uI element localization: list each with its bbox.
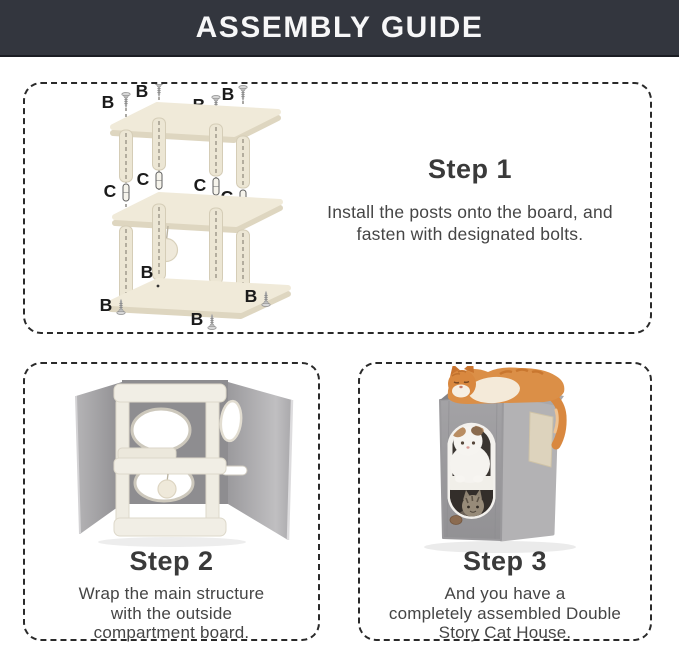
step2-text-block xyxy=(25,546,318,643)
right-wing-panel xyxy=(219,382,292,540)
step1-description xyxy=(313,201,627,245)
step1-line1: Install the posts onto the board, and xyxy=(327,202,613,222)
header-bar xyxy=(0,0,679,57)
step2-line1: Wrap the main structure xyxy=(78,584,265,603)
page-title: ASSEMBLY GUIDE xyxy=(195,10,484,44)
step3-description xyxy=(360,584,650,643)
bolt-label-b: B xyxy=(244,286,258,306)
step3-line3: Story Cat House. xyxy=(438,623,572,642)
bolt-label-c: C xyxy=(136,169,150,189)
bolt-label-c: C xyxy=(103,181,117,201)
step2-illustration xyxy=(60,372,305,550)
scratch-pad xyxy=(529,412,553,467)
step2-description xyxy=(25,584,318,643)
connector-c-icon xyxy=(156,172,162,189)
bolt-label-b: B xyxy=(190,309,204,329)
connector-c-icon xyxy=(213,178,219,195)
bolt-label-b: B xyxy=(99,295,113,315)
logo-tag xyxy=(450,516,462,525)
step1-exploded-diagram xyxy=(80,84,310,332)
top-story-oval-hole xyxy=(132,409,190,451)
step2-panel xyxy=(23,362,320,641)
step3-illustration xyxy=(400,366,625,558)
middle-board xyxy=(115,195,280,230)
top-board xyxy=(113,105,278,140)
hanging-ball xyxy=(158,480,176,498)
step1-panel xyxy=(23,82,652,334)
step2-line2: with the outside xyxy=(110,603,233,623)
frame-middle-board xyxy=(114,458,226,474)
frame-top-board xyxy=(114,384,226,402)
left-wing-panel xyxy=(76,382,122,534)
step3-line2: completely assembled Double xyxy=(388,603,622,623)
bolt-label-c: C xyxy=(193,175,207,195)
step1-text-block xyxy=(313,154,627,245)
bolt-label-b: B xyxy=(221,84,235,104)
bolt-label-b: B xyxy=(140,262,154,282)
step2-title: Step 2 xyxy=(129,546,214,576)
bolt-label-b: B xyxy=(101,92,115,112)
screw-b-icon xyxy=(155,84,163,97)
connector-c-icon xyxy=(123,184,129,201)
step2-line3: compartment board. xyxy=(93,623,250,642)
frame-bottom-board xyxy=(114,518,226,536)
step3-line1: And you have a xyxy=(444,584,566,603)
step1-title: Step 1 xyxy=(427,154,513,184)
step3-panel xyxy=(358,362,652,641)
cat-house xyxy=(440,386,564,540)
screw-b-icon xyxy=(122,93,130,109)
step1-line2: fasten with designated bolts. xyxy=(356,224,584,244)
bolt-label-b: B xyxy=(135,84,149,101)
step3-text-block xyxy=(360,546,650,643)
screw-b-icon xyxy=(239,86,247,102)
step3-title: Step 3 xyxy=(462,546,548,576)
